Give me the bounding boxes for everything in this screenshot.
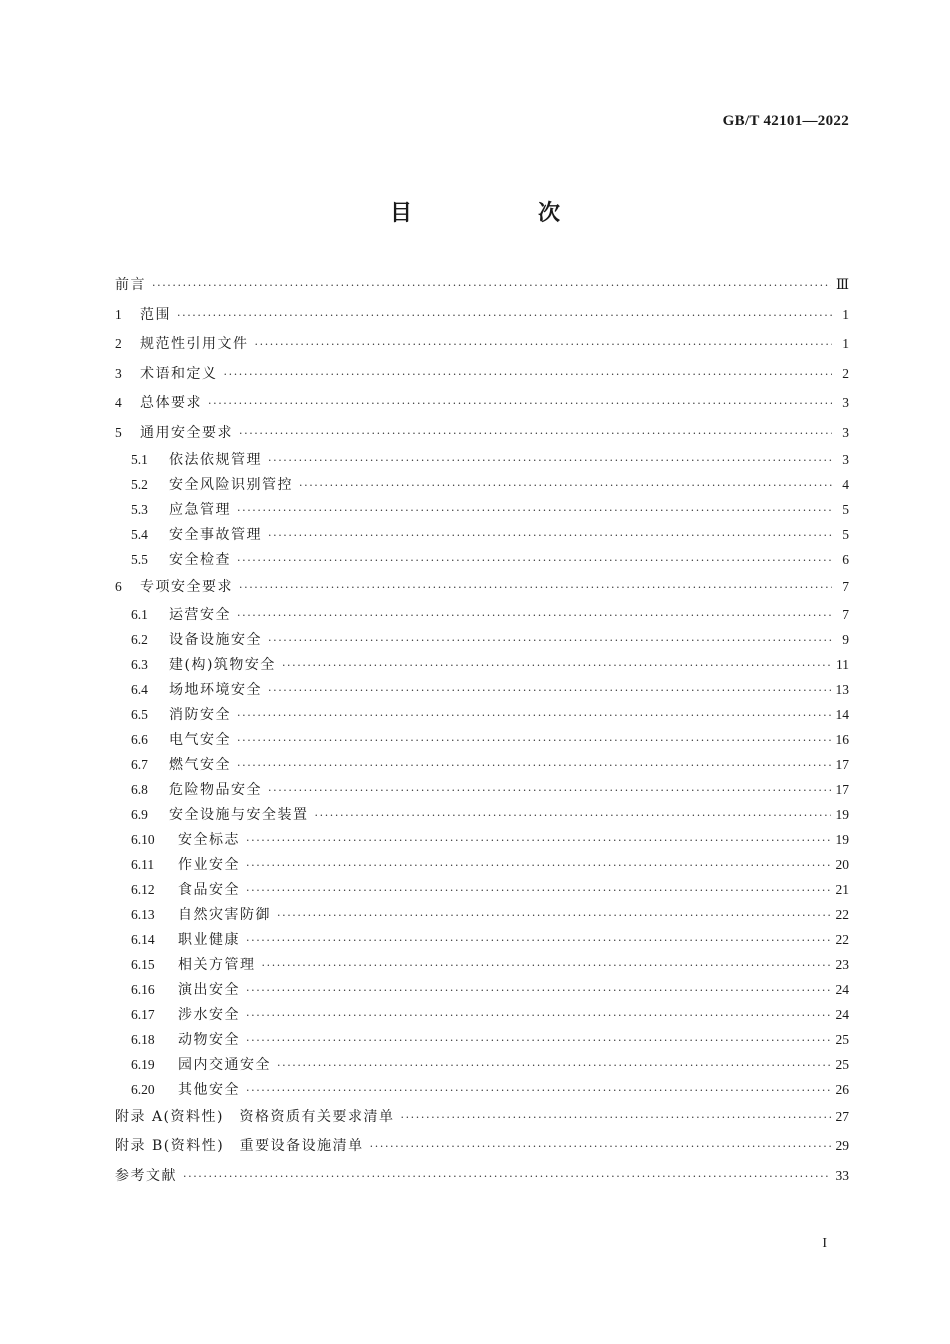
toc-entry-label: 演出安全 bbox=[178, 981, 240, 998]
toc-entry-page: 1 bbox=[842, 306, 849, 322]
toc-dot-leader bbox=[246, 828, 831, 853]
toc-entry-page: 3 bbox=[842, 452, 849, 467]
toc-entry-label: 范围 bbox=[140, 306, 171, 323]
toc-dot-leader bbox=[400, 1103, 830, 1133]
toc-entry[interactable] bbox=[115, 752, 849, 777]
toc-entry-number: 6.7 bbox=[131, 756, 148, 772]
toc-entry[interactable] bbox=[115, 602, 849, 627]
toc-entry[interactable] bbox=[115, 447, 849, 472]
toc-entry-label: 园内交通安全 bbox=[178, 1056, 271, 1073]
toc-entry-number: 5.5 bbox=[131, 552, 148, 567]
toc-entry-page: 14 bbox=[835, 706, 849, 722]
toc-entry-number: 5.2 bbox=[131, 477, 148, 492]
footer-page-number: I bbox=[822, 1236, 827, 1251]
toc-dot-leader bbox=[237, 603, 832, 628]
toc-entry-number: 6.13 bbox=[131, 906, 155, 922]
toc-dot-leader bbox=[239, 573, 832, 603]
toc-entry[interactable] bbox=[115, 777, 849, 802]
toc-dot-leader bbox=[237, 728, 831, 753]
toc-dot-leader bbox=[282, 653, 831, 678]
toc-entry-label: 参考文献 bbox=[115, 1167, 177, 1184]
toc-entry-label: 消防安全 bbox=[169, 706, 231, 723]
toc-entry-label: 规范性引用文件 bbox=[140, 336, 249, 352]
toc-dot-leader bbox=[268, 448, 832, 473]
toc-entry-number: 6.20 bbox=[131, 1081, 155, 1097]
toc-dot-leader bbox=[246, 853, 831, 878]
toc-entry-label: 附录 A(资料性) 资格资质有关要求清单 bbox=[115, 1108, 395, 1125]
toc-dot-leader bbox=[262, 953, 831, 978]
toc-entry-label: 职业健康 bbox=[178, 931, 240, 948]
toc-entry-page: 27 bbox=[835, 1108, 849, 1124]
toc-entry-label: 电气安全 bbox=[169, 731, 231, 748]
toc-entry-label: 建(构)筑物安全 bbox=[169, 656, 276, 673]
toc-dot-leader bbox=[246, 978, 831, 1003]
toc-entry-number: 3 bbox=[115, 365, 122, 381]
toc-entry[interactable] bbox=[115, 1002, 849, 1027]
toc-entry-number: 5.3 bbox=[131, 502, 148, 517]
toc-entry-page: 1 bbox=[842, 336, 849, 351]
toc-entry-number: 1 bbox=[115, 306, 122, 322]
toc-entry-page: 6 bbox=[842, 552, 849, 567]
toc-entry-label: 应急管理 bbox=[169, 502, 231, 518]
toc-entry-label: 安全设施与安全装置 bbox=[169, 806, 309, 823]
toc-entry-page: 25 bbox=[835, 1056, 849, 1072]
toc-entry-page: 25 bbox=[835, 1031, 849, 1047]
toc-entry-label: 附录 B(资料性) 重要设备设施清单 bbox=[115, 1138, 364, 1154]
toc-entry-page: 16 bbox=[835, 731, 849, 747]
toc-entry-number: 6.3 bbox=[131, 656, 148, 672]
toc-entry-page: 23 bbox=[835, 956, 849, 972]
toc-dot-leader bbox=[224, 360, 833, 390]
toc-dot-leader bbox=[255, 330, 833, 360]
toc-dot-leader bbox=[246, 1078, 831, 1103]
toc-entry-label: 专项安全要求 bbox=[140, 579, 233, 595]
toc-entry-label: 相关方管理 bbox=[178, 956, 256, 973]
toc-entry-number: 6.5 bbox=[131, 706, 148, 722]
toc-entry[interactable] bbox=[115, 522, 849, 547]
toc-dot-leader bbox=[237, 703, 831, 728]
toc-entry-number: 6.19 bbox=[131, 1056, 155, 1072]
toc-entry-number: 6.17 bbox=[131, 1006, 155, 1022]
toc-entry-label: 危险物品安全 bbox=[169, 781, 262, 798]
toc-entry-number: 6.15 bbox=[131, 956, 155, 972]
toc-dot-leader bbox=[152, 271, 831, 301]
toc-entry[interactable] bbox=[115, 1102, 849, 1132]
toc-dot-leader bbox=[268, 628, 832, 653]
toc-entry[interactable] bbox=[115, 727, 849, 752]
toc-entry[interactable] bbox=[115, 652, 849, 677]
toc-entry-page: 7 bbox=[842, 579, 849, 594]
toc-entry-number: 6.2 bbox=[131, 631, 148, 647]
toc-entry[interactable] bbox=[115, 329, 849, 359]
toc-entry-page: 2 bbox=[842, 365, 849, 381]
toc-dot-leader bbox=[246, 878, 831, 903]
toc-dot-leader bbox=[246, 1003, 831, 1028]
toc-entry[interactable] bbox=[115, 497, 849, 522]
table-of-contents bbox=[115, 270, 849, 1190]
toc-entry[interactable] bbox=[115, 677, 849, 702]
toc-entry[interactable] bbox=[115, 1052, 849, 1077]
toc-entry-label: 安全标志 bbox=[178, 831, 240, 848]
toc-entry[interactable] bbox=[115, 472, 849, 497]
toc-entry[interactable] bbox=[115, 1161, 849, 1191]
toc-entry-label: 动物安全 bbox=[178, 1031, 240, 1048]
toc-entry[interactable] bbox=[115, 977, 849, 1002]
toc-entry-label: 其他安全 bbox=[178, 1081, 240, 1098]
toc-entry-label: 通用安全要求 bbox=[140, 424, 233, 441]
toc-entry[interactable] bbox=[115, 827, 849, 852]
toc-entry-label: 设备设施安全 bbox=[169, 631, 262, 648]
toc-dot-leader bbox=[239, 419, 832, 449]
toc-entry-label: 总体要求 bbox=[140, 395, 202, 411]
toc-entry-label: 食品安全 bbox=[178, 881, 240, 898]
toc-entry-number: 6.6 bbox=[131, 731, 148, 747]
toc-entry-page: Ⅲ bbox=[835, 277, 849, 292]
toc-dot-leader bbox=[277, 1053, 831, 1078]
toc-entry-label: 运营安全 bbox=[169, 606, 231, 623]
toc-entry-number: 6.8 bbox=[131, 781, 148, 797]
toc-entry-page: 5 bbox=[842, 502, 849, 517]
toc-entry[interactable] bbox=[115, 1027, 849, 1052]
toc-entry-page: 5 bbox=[842, 527, 849, 542]
toc-entry-page: 13 bbox=[835, 681, 849, 697]
toc-dot-leader bbox=[237, 498, 832, 523]
toc-dot-leader bbox=[237, 548, 832, 573]
toc-entry-label: 场地环境安全 bbox=[169, 681, 262, 698]
toc-entry[interactable] bbox=[115, 270, 849, 300]
toc-entry-page: 4 bbox=[842, 477, 849, 492]
toc-entry-page: 3 bbox=[842, 395, 849, 410]
toc-entry[interactable] bbox=[115, 927, 849, 952]
toc-entry-number: 6.14 bbox=[131, 931, 155, 947]
toc-entry-page: 24 bbox=[835, 981, 849, 997]
toc-entry-page: 17 bbox=[835, 781, 849, 797]
toc-dot-leader bbox=[370, 1132, 831, 1162]
toc-entry[interactable] bbox=[115, 359, 849, 389]
toc-dot-leader bbox=[208, 389, 832, 419]
toc-entry-number: 6.12 bbox=[131, 881, 155, 897]
toc-title: 目 次 bbox=[389, 201, 612, 226]
standard-number: GB/T 42101—2022 bbox=[722, 113, 849, 129]
toc-entry-label: 自然灾害防御 bbox=[178, 906, 271, 923]
toc-entry[interactable] bbox=[115, 902, 849, 927]
toc-entry-number: 6.9 bbox=[131, 806, 148, 822]
toc-entry-page: 26 bbox=[835, 1081, 849, 1097]
toc-dot-leader bbox=[277, 903, 831, 928]
toc-dot-leader bbox=[246, 1028, 831, 1053]
toc-entry[interactable] bbox=[115, 418, 849, 448]
toc-entry-page: 33 bbox=[835, 1167, 849, 1183]
toc-entry-number: 6.10 bbox=[131, 831, 155, 847]
toc-entry[interactable] bbox=[115, 877, 849, 902]
toc-entry[interactable] bbox=[115, 300, 849, 330]
toc-entry-number: 6.4 bbox=[131, 681, 148, 697]
toc-entry-page: 22 bbox=[835, 906, 849, 922]
toc-dot-leader bbox=[268, 778, 831, 803]
toc-entry-label: 安全风险识别管控 bbox=[169, 477, 293, 493]
toc-entry[interactable] bbox=[115, 802, 849, 827]
toc-entry[interactable] bbox=[115, 852, 849, 877]
toc-entry-page: 21 bbox=[835, 881, 849, 897]
toc-entry-label: 作业安全 bbox=[178, 856, 240, 873]
toc-entry-number: 5.1 bbox=[131, 452, 148, 467]
toc-entry-page: 29 bbox=[835, 1138, 849, 1153]
toc-entry-page: 11 bbox=[836, 656, 849, 672]
toc-entry-label: 前言 bbox=[115, 277, 146, 293]
toc-entry-label: 涉水安全 bbox=[178, 1006, 240, 1023]
toc-entry-number: 5.4 bbox=[131, 527, 148, 542]
toc-entry-page: 19 bbox=[835, 806, 849, 822]
toc-dot-leader bbox=[268, 678, 831, 703]
toc-entry[interactable] bbox=[115, 1131, 849, 1161]
toc-entry[interactable] bbox=[115, 572, 849, 602]
toc-dot-leader bbox=[246, 928, 831, 953]
toc-entry-page: 20 bbox=[835, 856, 849, 872]
toc-entry-label: 安全检查 bbox=[169, 552, 231, 568]
toc-entry[interactable] bbox=[115, 1077, 849, 1102]
toc-entry[interactable] bbox=[115, 952, 849, 977]
toc-entry-number: 6 bbox=[115, 579, 122, 594]
toc-entry-number: 4 bbox=[115, 395, 122, 410]
toc-entry-label: 依法依规管理 bbox=[169, 452, 262, 468]
toc-entry-number: 2 bbox=[115, 336, 122, 351]
toc-entry-page: 22 bbox=[835, 931, 849, 947]
toc-entry-number: 6.11 bbox=[131, 856, 155, 872]
toc-entry-label: 术语和定义 bbox=[140, 365, 218, 382]
toc-entry-page: 17 bbox=[835, 756, 849, 772]
toc-entry-number: 6.18 bbox=[131, 1031, 155, 1047]
toc-entry-number: 5 bbox=[115, 424, 122, 440]
toc-entry-page: 19 bbox=[835, 831, 849, 847]
toc-entry-number: 6.16 bbox=[131, 981, 155, 997]
toc-entry-page: 7 bbox=[842, 606, 849, 622]
toc-entry-label: 安全事故管理 bbox=[169, 527, 262, 543]
toc-dot-leader bbox=[268, 523, 832, 548]
toc-entry-number: 6.1 bbox=[131, 606, 148, 622]
toc-dot-leader bbox=[315, 803, 831, 828]
toc-entry-label: 燃气安全 bbox=[169, 756, 231, 773]
toc-entry-page: 9 bbox=[842, 631, 849, 647]
toc-dot-leader bbox=[183, 1162, 831, 1192]
toc-entry[interactable] bbox=[115, 547, 849, 572]
toc-entry[interactable] bbox=[115, 627, 849, 652]
toc-dot-leader bbox=[237, 753, 831, 778]
toc-entry-page: 24 bbox=[835, 1006, 849, 1022]
toc-entry-page: 3 bbox=[842, 424, 849, 440]
toc-entry[interactable] bbox=[115, 388, 849, 418]
toc-dot-leader bbox=[177, 301, 832, 331]
toc-dot-leader bbox=[299, 473, 832, 498]
toc-entry[interactable] bbox=[115, 702, 849, 727]
